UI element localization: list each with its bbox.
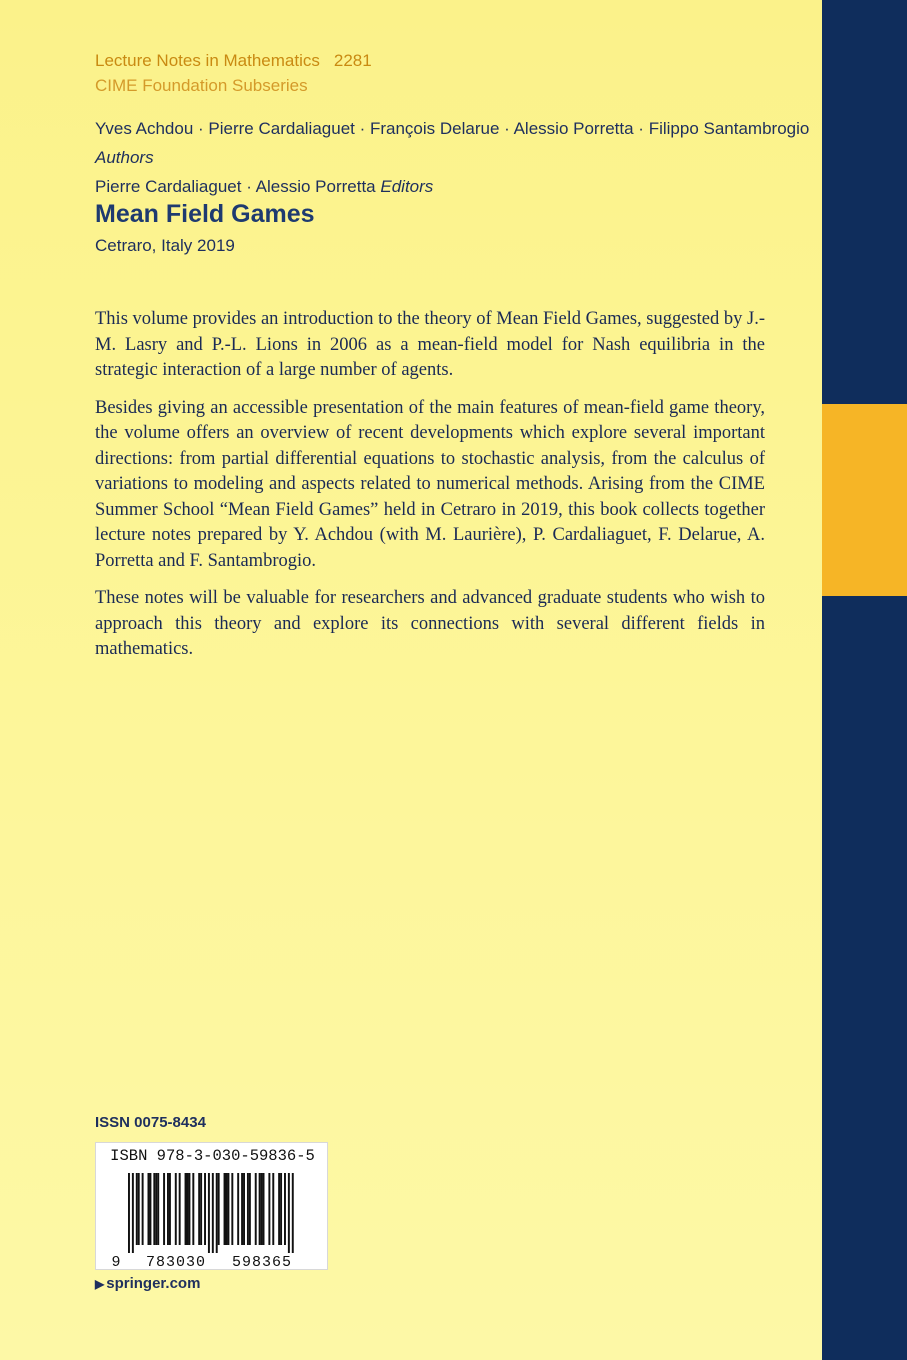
series-info [95, 48, 372, 98]
barcode-bar [136, 1173, 138, 1245]
abstract-paragraph: This volume provides an introduction to the theory of Mean Field Games, suggested by J.-M. Lasry and P.-L. Lions in 2006 as a mean-field model for Nash equilibria in the strategic interaction of a large number of agents. [95, 309, 765, 380]
barcode-bar [192, 1173, 194, 1245]
barcode-bar [157, 1173, 159, 1245]
barcode-bar [204, 1173, 206, 1245]
barcode-bar [292, 1173, 294, 1253]
editors-role: Editors [380, 177, 434, 196]
barcode-bar [153, 1173, 155, 1245]
barcode-bar [249, 1173, 251, 1245]
barcode-bar [208, 1173, 210, 1253]
barcode-bar [179, 1173, 181, 1245]
author-names: Yves Achdou · Pierre Cardaliaguet · François Delarue · Alessio Porretta · Filippo Santambrogio [95, 119, 810, 138]
publisher-link[interactable] [95, 1275, 200, 1292]
barcode-bar [132, 1173, 134, 1253]
abstract-paragraph: Besides giving an accessible presentation of the main features of mean-field game theory, the volume offers an overview of recent developments which explore several important directions: from partial differential equations to stochastic analysis, from the calculus of variations to modeling and aspects related to numerical methods. Arising from the CIME Summer School “Mean Field Games” held in Cetraro in 2019, this book collects together lecture notes prepared by Y. Achdou (with M. Laurière), P. Cardaliaguet, F. Delarue, A. Porretta and F. Santambrogio. [95, 397, 765, 571]
barcode-bar [278, 1173, 280, 1245]
barcode-bar [175, 1173, 177, 1245]
barcode-bar [198, 1173, 200, 1245]
barcode-bar [231, 1173, 233, 1245]
barcode-bar [216, 1173, 218, 1253]
barcode-bars [128, 1173, 294, 1253]
isbn-barcode [95, 1142, 328, 1270]
book-abstract [95, 307, 765, 675]
barcode-bar [280, 1173, 282, 1245]
barcode-bar [247, 1173, 249, 1245]
barcode-bar [261, 1173, 263, 1245]
barcode-bar [149, 1173, 151, 1245]
barcode-bar [243, 1173, 245, 1245]
barcode-bar [167, 1173, 169, 1245]
barcode-bar [255, 1173, 257, 1245]
barcode-bar [272, 1173, 274, 1245]
authors-role: Authors [95, 148, 154, 167]
issn-number: ISSN 0075-8434 [95, 1114, 206, 1131]
barcode-bar [263, 1173, 265, 1245]
barcode-bar [155, 1173, 157, 1245]
series-volume: 2281 [333, 51, 372, 70]
barcode-bar [268, 1173, 270, 1245]
series-subseries: CIME Foundation Subseries [95, 76, 308, 95]
barcode-bar [128, 1173, 130, 1253]
barcode-graphic [96, 1169, 329, 1269]
series-name: Lecture Notes in Mathematics [95, 51, 320, 70]
editors-line [95, 172, 809, 201]
publisher-url: springer.com [106, 1275, 201, 1292]
book-subtitle: Cetraro, Italy 2019 [95, 236, 235, 255]
barcode-bar [227, 1173, 229, 1245]
abstract-paragraph: These notes will be valuable for researchers and advanced graduate students who wish to approach this theory and explore its connections with several different fields in mathematics. [95, 588, 765, 659]
isbn-number: ISBN 978-3-030-59836-5 [110, 1147, 315, 1165]
barcode-bar [241, 1173, 243, 1245]
barcode-bar [259, 1173, 261, 1245]
barcode-bar [169, 1173, 171, 1245]
barcode-bar [288, 1173, 290, 1253]
editor-names: Pierre Cardaliaguet · Alessio Porretta [95, 177, 376, 196]
barcode-digits-right: 598365 [231, 1254, 293, 1269]
barcode-bar [148, 1173, 150, 1245]
cover-spine-band [822, 0, 907, 1360]
barcode-bar [163, 1173, 165, 1245]
barcode-bar [218, 1173, 220, 1245]
barcode-bar [237, 1173, 239, 1245]
barcode-bar [200, 1173, 202, 1245]
barcode-digit-first: 9 [111, 1254, 121, 1269]
barcode-bar [226, 1173, 228, 1245]
barcode-digits-left: 783030 [145, 1254, 207, 1269]
barcode-bar [138, 1173, 140, 1245]
barcode-bar [212, 1173, 214, 1253]
arrow-right-icon: ▶ [95, 1277, 105, 1291]
barcode-bar [142, 1173, 144, 1245]
barcode-bar [188, 1173, 190, 1245]
barcode-bar [185, 1173, 187, 1245]
spine-accent-stripe [822, 404, 907, 596]
barcode-bar [284, 1173, 286, 1245]
barcode-bar [224, 1173, 226, 1245]
book-title: Mean Field Games [95, 200, 315, 228]
barcode-bar [187, 1173, 189, 1245]
contributors [95, 114, 809, 201]
